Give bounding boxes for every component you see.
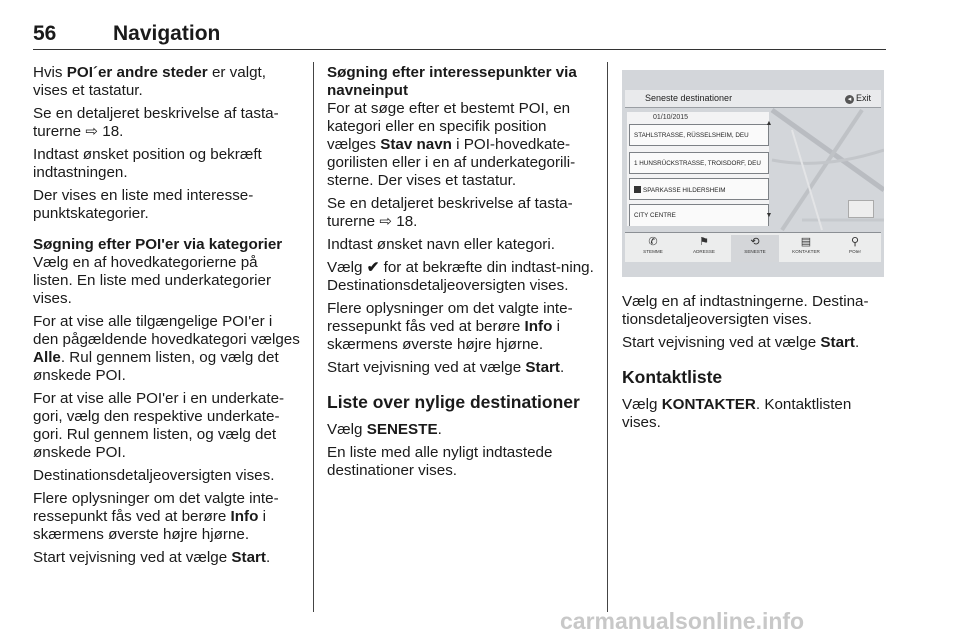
column-3 [622,293,888,437]
paragraph: En liste med alle nyligt indtastede destinationer vises. [327,444,553,479]
subheading-poi-name-search: Søgning efter interessepunkter via navneinput [327,64,577,99]
section-heading-recent-destinations: Liste over nylige destinationer [327,392,580,412]
paragraph: Se en detaljeret beskrivelse af tasta-turerne ⇨ 18. [33,105,279,140]
subheading-poi-categories: Søgning efter POI'er via kategorier [33,236,283,253]
tab-poier[interactable]: ⚲ POIer [831,235,879,254]
infotainment-screenshot [622,70,884,277]
paragraph: Vælg KONTAKTER. Kontaktlisten vises. [622,396,852,431]
recent-icon: ⟲ [750,236,760,248]
paragraph: Der vises en liste med interesse-punktskategorier. [33,187,254,222]
scroll-up-icon[interactable]: ▲ [765,120,773,127]
tab-seneste[interactable]: ⟲ SENESTE [731,235,779,262]
flag-icon: ⚑ [699,236,709,248]
page-number: 56 [33,22,57,45]
column-divider-1 [313,62,314,612]
column-2 [327,64,595,485]
exit-icon: ◂ [845,95,854,104]
list-item[interactable]: 1 HUNSRÜCKSTRASSE, TROISDORF, DEU [629,152,769,174]
list-date: 01/10/2015 [653,114,689,121]
paragraph: For at vise alle tilgængelige POI'er i den pågældende hovedkategori vælges Alle. Rul gennem listen, og vælg det ønskede POI. [33,313,300,384]
paragraph: Start vejvisning ved at vælge Start. [33,549,271,566]
paragraph: Start vejvisning ved at vælge Start. [327,359,565,376]
watermark: carmanualsonline.info [560,608,805,634]
header-rule [33,49,886,50]
tab-kontakter[interactable]: ▤ KONTAKTER [782,235,830,254]
paragraph: Start vejvisning ved at vælge Start. [622,334,860,351]
scroll-down-icon[interactable]: ▼ [765,212,773,219]
paragraph: Se en detaljeret beskrivelse af tasta-turerne ⇨ 18. [327,195,573,230]
paragraph: Hvis POI´er andre steder er valgt, vises et tastatur. [33,64,266,99]
tab-adresse[interactable]: ⚑ ADRESSE [680,235,728,254]
list-item[interactable]: CITY CENTRE [629,204,769,226]
paragraph: For at søge efter et bestemt POI, en kategori eller en specifik position vælges Stav navn i POI-hovedkate-gorilisten eller i en af underkategorili-sterne. Der vises et tastatur. [327,100,576,189]
poi-icon [634,186,641,193]
list-item[interactable]: SPARKASSE HILDERSHEIM [629,178,769,200]
recent-destinations-list [627,112,769,226]
screen-title-bar [625,90,881,108]
paragraph: Vælg en af hovedkategorierne på listen. En liste med underkategorier vises. [33,254,272,307]
tab-stemme[interactable]: ✆ STEMME [629,235,677,254]
paragraph: Indtast ønsket navn eller kategori. [327,236,555,253]
map-zoom-control[interactable] [848,200,874,218]
poi-pin-icon: ⚲ [850,236,860,248]
section-title: Navigation [113,22,221,45]
list-item[interactable]: STAHLSTRASSE, RÜSSELSHEIM, DEU [629,124,769,146]
column-1 [33,64,301,572]
paragraph: Indtast ønsket position og bekræft indtastningen. [33,146,262,181]
paragraph: Vælg SENESTE. [327,421,442,438]
page-header [33,22,886,52]
voice-icon: ✆ [648,236,658,248]
paragraph: Flere oplysninger om det valgte inte-ressepunkt fås ved at berøre Info i skærmens øverste højre hjørne. [327,300,573,353]
checkmark-icon: ✔ [366,259,380,276]
exit-button[interactable]: ◂ Exit [845,93,871,104]
section-heading-contacts: Kontaktliste [622,367,723,387]
paragraph: Flere oplysninger om det valgte inte-ressepunkt fås ved at berøre Info i skærmens øverste højre hjørne. [33,490,279,543]
paragraph: Vælg en af indtastningerne. Destina-tionsdetaljeoversigten vises. [622,293,869,328]
paragraph: Vælg ✔ for at bekræfte din indtast-ning. Destinationsdetaljeoversigten vises. [327,259,594,294]
list-scrollbar[interactable] [765,120,773,224]
screen-title: Seneste destinationer [645,93,733,103]
paragraph: Destinationsdetaljeoversigten vises. [33,467,275,484]
contacts-icon: ▤ [800,236,812,248]
screen-bottom-bar [625,232,881,262]
column-divider-2 [607,62,608,612]
paragraph: For at vise alle POI'er i en underkate-gori, vælg den respektive underkate-gori. Rul gennem listen, og vælg det ønskede POI. [33,390,285,461]
